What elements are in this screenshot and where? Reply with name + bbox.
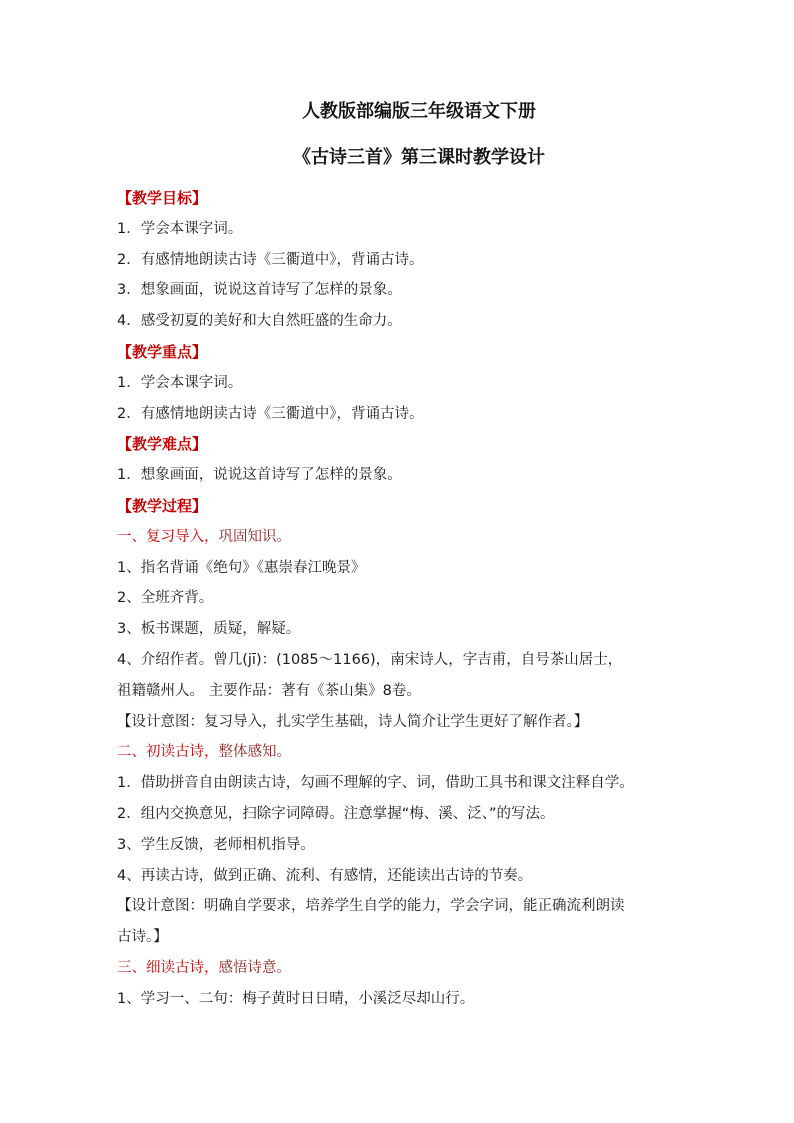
document-body bbox=[117, 183, 717, 1015]
paragraph-line: 古诗。】 bbox=[117, 929, 168, 946]
paragraph-line: 3、板书课题，质疑，解疑。 bbox=[117, 621, 301, 638]
document-title: 人教版部编版三年级语文下册 bbox=[302, 101, 536, 122]
paragraph-line: 1．借助拼音自由朗读古诗，勾画不理解的字、词，借助工具书和课文注释自学。 bbox=[117, 775, 634, 792]
paragraph-line: 2、全班齐背。 bbox=[117, 590, 214, 607]
subsection-heading-lead: 一、复习导入， bbox=[117, 528, 219, 545]
paragraph-line: 1．学会本课字词。 bbox=[117, 220, 243, 237]
paragraph-line: 2．有感情地朗读古诗《三衢道中》，背诵古诗。 bbox=[117, 251, 424, 268]
subsection-heading bbox=[117, 953, 717, 984]
document-subtitle: 《古诗三首》第三课时教学设计 bbox=[293, 147, 545, 168]
paragraph-line: 【设计意图：明确自学要求，培养学生自学的能力，学会字词，能正确流利朗读 bbox=[117, 898, 625, 915]
subsection-heading-lead: 三、细读古诗， bbox=[117, 959, 219, 976]
section-heading: 【教学难点】 bbox=[117, 435, 208, 454]
subsection-heading-lead: 二、初读古诗， bbox=[117, 744, 219, 761]
paragraph-line: 1、学习一、二句：梅子黄时日日晴，小溪泛尽却山行。 bbox=[117, 990, 475, 1007]
section-heading: 【教学目标】 bbox=[117, 189, 208, 207]
subsection-heading-rest: 整体感知。 bbox=[218, 744, 291, 761]
paragraph-line: 1．学会本课字词。 bbox=[117, 374, 243, 391]
subsection-heading-rest: 感悟诗意。 bbox=[218, 959, 291, 976]
paragraph-line: 4、介绍作者。曾几(jī)：(1085～1166)，南宋诗人，字吉甫，自号茶山居士， bbox=[117, 651, 623, 668]
paragraph-line: 1．想象画面，说说这首诗写了怎样的景象。 bbox=[117, 467, 402, 484]
paragraph-line: 4．感受初夏的美好和大自然旺盛的生命力。 bbox=[117, 313, 402, 330]
paragraph-line: 2．组内交换意见，扫除字词障碍。注意掌握“梅、溪、泛、”的写法。 bbox=[117, 805, 555, 822]
section-heading: 【教学重点】 bbox=[117, 342, 208, 361]
paragraph-line: 祖籍赣州人。 主要作品：著有《茶山集》8卷。 bbox=[117, 682, 421, 699]
section-heading: 【教学过程】 bbox=[117, 496, 208, 515]
paragraph-line: 1、指名背诵《绝句》《惠崇春江晚景》 bbox=[117, 559, 366, 576]
subsection-heading bbox=[117, 522, 717, 553]
paragraph-line: 3．想象画面，说说这首诗写了怎样的景象。 bbox=[117, 282, 402, 299]
subsection-heading bbox=[117, 737, 717, 768]
paragraph-line: 2．有感情地朗读古诗《三衢道中》，背诵古诗。 bbox=[117, 405, 424, 422]
subsection-heading-rest: 巩固知识。 bbox=[218, 528, 291, 545]
paragraph-line: 3、学生反馈，老师相机指导。 bbox=[117, 836, 315, 853]
paragraph-line: 4、再读古诗，做到正确、流利、有感情，还能读出古诗的节奏。 bbox=[117, 867, 533, 884]
paragraph-line: 【设计意图：复习导入，扎实学生基础，诗人简介让学生更好了解作者。】 bbox=[117, 713, 589, 730]
